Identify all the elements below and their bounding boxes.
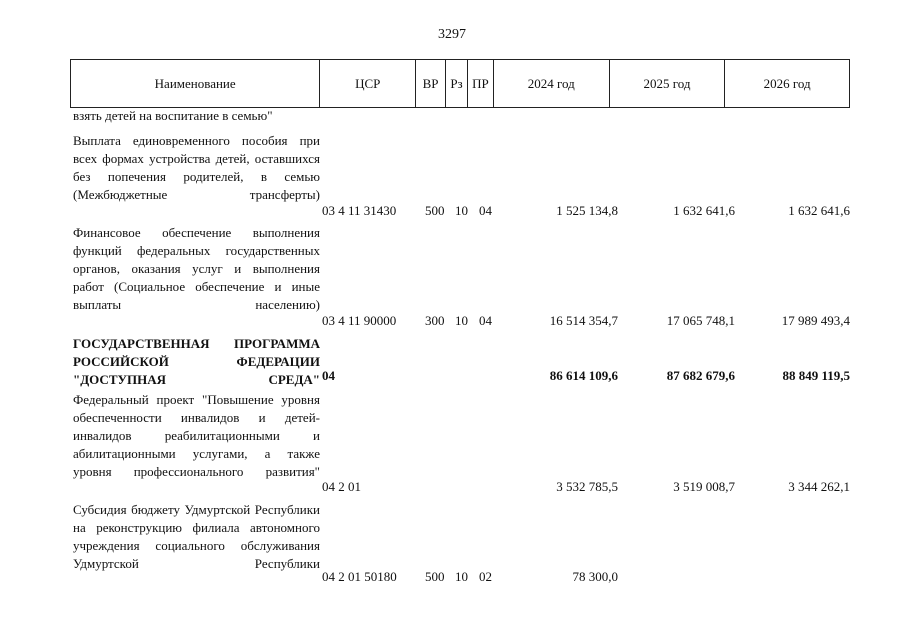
row-1-2025: 17 065 748,1 [666,313,735,328]
row-4-csr: 04 2 01 50180 [322,569,397,584]
header-2026: 2026 год [763,75,811,91]
row-4-name: Субсидия бюджету Удмуртской Республики на реконструкцию филиала автономного учреждения социального обслуживания Удмуртской Республики [73,502,320,571]
row-3-2024: 3 532 785,5 [556,479,618,494]
row-2-2024: 86 614 109,6 [549,368,618,383]
header-rz: Рз [446,60,468,107]
row-2-name: ГОСУДАРСТВЕННАЯ ПРОГРАММА РОССИЙСКОЙ ФЕДЕРАЦИИ "ДОСТУПНАЯ СРЕДА" [73,336,320,387]
row-0-2024: 1 525 134,8 [556,203,618,218]
row-4-pr: 02 [479,569,492,584]
row-2-2025: 87 682 679,6 [666,368,735,383]
row-0-name: Выплата единовременного пособия при всех формах устройства детей, оставшихся без попечения родителей, в семью (Межбюджетные трансферты) [73,133,320,202]
row-3-csr: 04 2 01 [322,479,361,494]
row-0-vr: 500 [425,203,445,218]
table-header [70,59,850,108]
row-0-2026: 1 632 641,6 [788,203,850,218]
header-name: Наименование [71,60,320,107]
header-2025: 2025 год [610,60,726,107]
row-1-csr: 03 4 11 90000 [322,313,397,328]
row-1-pr: 04 [479,313,492,328]
row-0-2025: 1 632 641,6 [673,203,735,218]
header-vr: ВР [416,60,446,107]
row-1-name: Финансовое обеспечение выполнения функций федеральных государственных органов, оказания услуг и выполнения работ (Социальное обеспечение и иные выплаты населению) [73,225,320,312]
header-pr: ПР [468,60,494,107]
row-3-name: Федеральный проект "Повышение уровня обеспеченности инвалидов и детей-инвалидов реабилитационными и абилитационными услугами, а также уровня профессионального развития" [73,392,320,479]
row-2-csr: 04 [322,368,335,383]
header-csr: ЦСР [320,60,416,107]
row-1-rz: 10 [455,313,468,328]
row-4-vr: 500 [425,569,445,584]
row-2-2026: 88 849 119,5 [782,368,850,383]
page-number: 3297 [438,27,466,42]
row-1-2024: 16 514 354,7 [549,313,618,328]
row-3-2026: 3 344 262,1 [788,479,850,494]
row-0-rz: 10 [455,203,468,218]
carryover-text: взять детей на воспитание в семью" [73,108,273,123]
row-0-pr: 04 [479,203,492,218]
header-2024: 2024 год [494,60,610,107]
row-4-2024: 78 300,0 [572,569,618,584]
row-3-2025: 3 519 008,7 [673,479,735,494]
row-1-vr: 300 [425,313,445,328]
row-4-rz: 10 [455,569,468,584]
row-0-csr: 03 4 11 31430 [322,203,397,218]
row-1-2026: 17 989 493,4 [781,313,850,328]
